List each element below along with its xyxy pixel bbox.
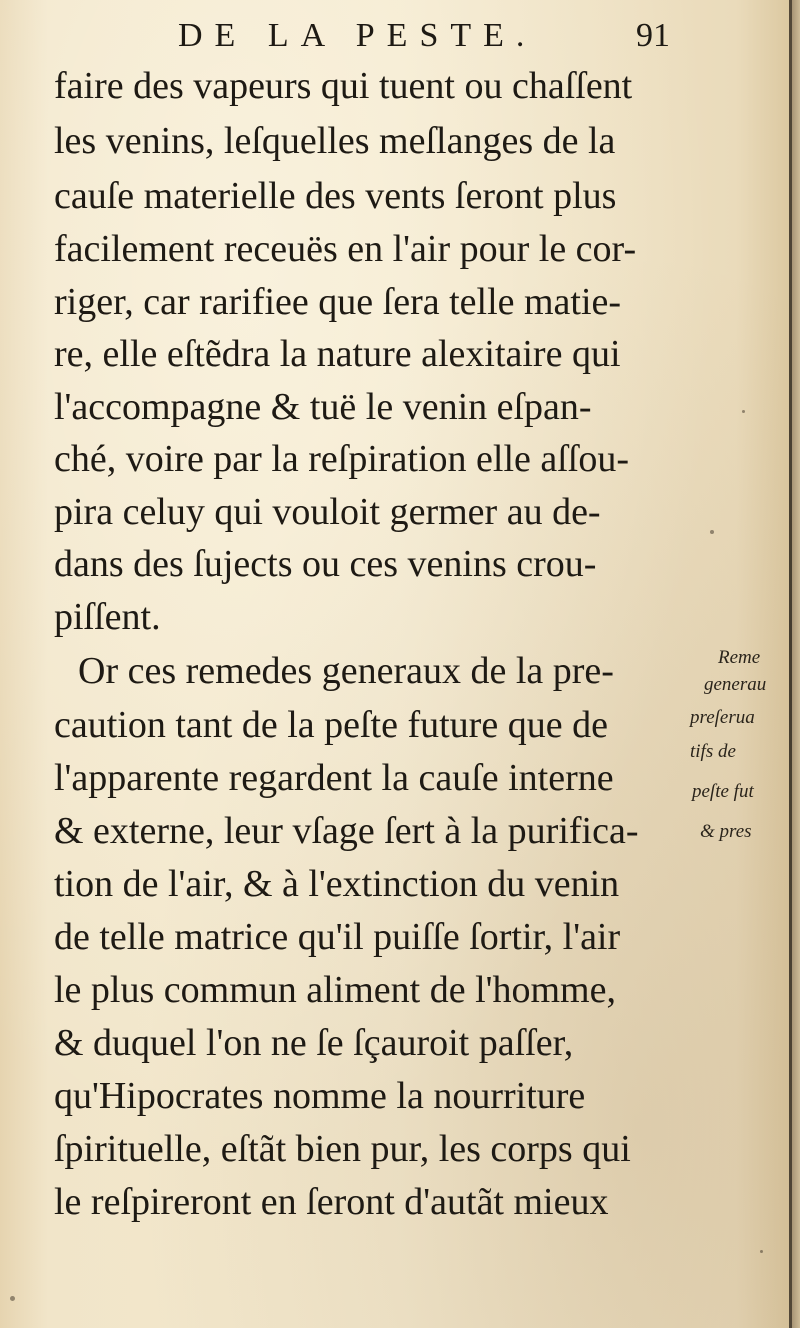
text-line: pira celuy qui vouloit germer au de-	[54, 491, 601, 533]
text-line: de telle matrice qu'il puiſſe ſortir, l'air	[54, 916, 621, 958]
margin-note-line: Reme	[718, 647, 761, 668]
text-line: le reſpireront en ſeront d'autãt mieux	[54, 1181, 609, 1223]
text-line: Or ces remedes generaux de la pre-	[78, 650, 614, 692]
text-line: dans des ſujects ou ces venins crou-	[54, 543, 597, 585]
margin-note-line: generau	[704, 674, 767, 695]
margin-note-line: & pres	[700, 821, 752, 842]
margin-note-line: preſerua	[690, 707, 755, 728]
running-head: DE LA PESTE.	[178, 17, 537, 54]
text-line: tion de l'air, & à l'extinction du venin	[54, 863, 620, 905]
text-line: re, elle eſtẽdra la nature alexitaire qui	[54, 333, 621, 375]
text-line: cauſe materielle des vents ſeront plus	[54, 175, 617, 217]
margin-note-line: peſte fut	[692, 781, 754, 802]
paper-speck	[710, 530, 714, 534]
text-line: les venins, leſquelles meſlanges de la	[54, 120, 616, 162]
text-line: l'accompagne & tuë le venin eſpan-	[54, 386, 592, 428]
page-number: 91	[636, 17, 670, 54]
text-line: le plus commun aliment de l'homme,	[54, 969, 616, 1011]
text-line: facilement receuës en l'air pour le cor-	[54, 228, 637, 270]
page-edge-shadow	[792, 0, 800, 1328]
page-edge	[789, 0, 792, 1328]
text-line: qu'Hipocrates nomme la nourriture	[54, 1075, 586, 1117]
text-line: faire des vapeurs qui tuent ou chaſſent	[54, 65, 633, 107]
text-line: riger, car rarifiee que ſera telle matie-	[54, 281, 622, 323]
text-line: & externe, leur vſage ſert à la purifica-	[54, 810, 639, 852]
text-line: ché, voire par la reſpiration elle aſſou-	[54, 438, 630, 480]
text-line: ſpirituelle, eſtãt bien pur, les corps qui	[54, 1128, 631, 1170]
margin-note-line: tifs de	[690, 741, 736, 762]
text-line: l'apparente regardent la cauſe interne	[54, 757, 614, 799]
text-line: caution tant de la peſte future que de	[54, 704, 608, 746]
text-line: piſſent.	[54, 596, 161, 638]
paper-speck	[742, 410, 745, 413]
text-line: & duquel l'on ne ſe ſçauroit paſſer,	[54, 1022, 574, 1064]
paper-speck	[10, 1296, 15, 1301]
paper-speck	[760, 1250, 763, 1253]
